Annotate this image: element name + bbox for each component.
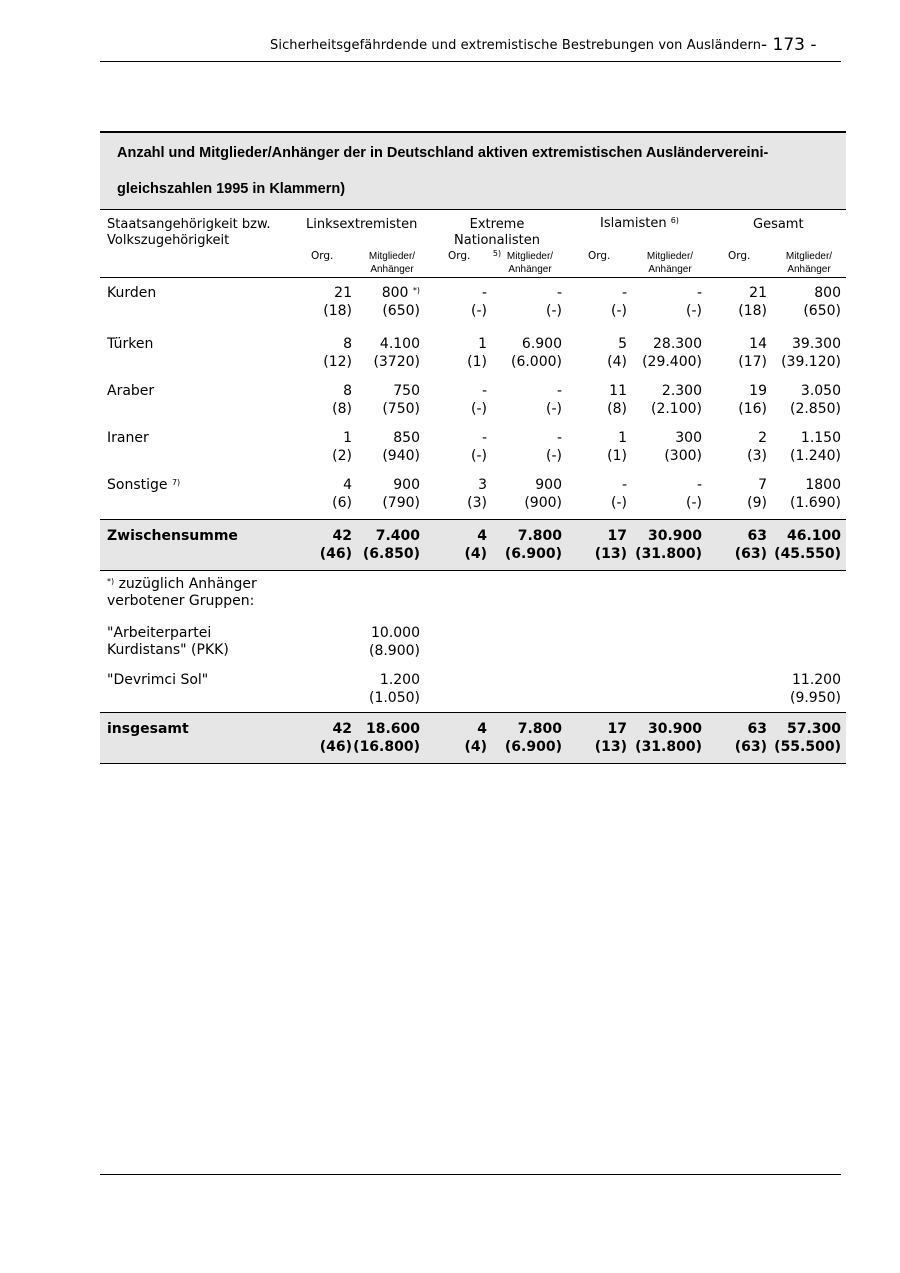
row-türken-label-text: Türken <box>107 336 154 352</box>
total-row-links-org <box>320 721 352 756</box>
subtotal-top-rule <box>100 519 846 520</box>
total-row-nat-mit <box>505 721 562 756</box>
value-current: 4 <box>477 721 487 737</box>
row-kurden-isl-org <box>611 285 627 320</box>
pkk-label-line1: "Arbeiterpartei <box>107 625 212 641</box>
value-current: 21 <box>334 285 352 301</box>
sub-org-isl: Org. <box>588 250 611 262</box>
value-prev: (1) <box>607 447 627 464</box>
row-türken-isl-org <box>607 336 627 371</box>
value-prev: (3720) <box>373 353 420 370</box>
value-current: 900 <box>535 477 562 493</box>
value-current: 5 <box>618 336 627 352</box>
value-current: 300 <box>675 430 702 446</box>
value-prev: (900) <box>524 494 562 511</box>
value-current: 750 <box>393 383 420 399</box>
devrimci-value-current: 1.200 <box>379 672 420 688</box>
value-prev: (4) <box>464 738 487 755</box>
group-header-islamisten <box>600 216 679 232</box>
table-title-box <box>100 131 846 210</box>
row-kurden-label <box>107 285 156 302</box>
row-iraner-gesamt-mit <box>790 430 841 465</box>
subtotal-row-nat-org <box>464 528 487 563</box>
sub-mit-links <box>360 250 424 276</box>
subtotal-bottom-rule <box>100 570 846 571</box>
page-number: - 173 - <box>761 35 817 55</box>
value-current: 39.300 <box>792 336 841 352</box>
value-prev: (-) <box>686 494 702 511</box>
row-iraner-label <box>107 430 149 447</box>
row-sonstige-nat-mit <box>524 477 562 512</box>
value-current: 7 <box>758 477 767 493</box>
value-current: 4.100 <box>379 336 420 352</box>
value-current: 7.800 <box>517 528 562 544</box>
isl-label: Islamisten <box>600 216 667 231</box>
total-top-rule <box>100 712 846 713</box>
value-prev: (2) <box>332 447 352 464</box>
pkk-value-prev: (8.900) <box>368 642 420 659</box>
row-türken-nat-org <box>467 336 487 371</box>
value-prev: (29.400) <box>642 353 702 370</box>
row-sonstige-label-text: Sonstige <box>107 477 168 493</box>
value-current: 2 <box>758 430 767 446</box>
value-prev: (8) <box>607 400 627 417</box>
row-header-line2: Volkszugehörigkeit <box>107 233 230 248</box>
row-araber-nat-org <box>471 383 487 418</box>
value-prev: (6.850) <box>362 545 420 562</box>
value-current: 850 <box>393 430 420 446</box>
table-title-line2: gleichszahlen 1995 in Klammern) <box>117 181 346 197</box>
value-prev: (2.100) <box>650 400 702 417</box>
value-current: - <box>696 285 702 301</box>
value-current: - <box>696 477 702 493</box>
value-current: 900 <box>393 477 420 493</box>
row-sonstige-label <box>107 477 180 494</box>
sub-mit-line2: Anhänger <box>648 264 692 275</box>
devrimci-value-prev: (1.050) <box>368 689 420 706</box>
value-current: 19 <box>749 383 767 399</box>
sub-mit-line1: Mitglieder/ <box>506 251 554 262</box>
row-iraner-isl-org <box>607 430 627 465</box>
value-current: - <box>556 285 562 301</box>
value-prev: (45.550) <box>774 545 841 562</box>
value-prev: (-) <box>611 494 627 511</box>
row-türken-isl-mit <box>642 336 702 371</box>
row-sonstige-footnote: 7) <box>171 478 181 487</box>
value-current: 800 <box>814 285 841 301</box>
row-araber-nat-mit <box>546 383 562 418</box>
row-araber-links-mit <box>382 383 420 418</box>
row-iraner-links-mit <box>382 430 420 465</box>
value-current: 11 <box>609 383 627 399</box>
devrimci-total-current: 11.200 <box>792 672 841 688</box>
nat-label: Nationalisten <box>454 233 540 248</box>
value-current: 14 <box>749 336 767 352</box>
value-current: 63 <box>747 528 767 544</box>
row-türken-links-org <box>323 336 352 371</box>
total-row-links-mit <box>353 721 420 756</box>
sub-mit-line2: Anhänger <box>508 264 552 275</box>
value-prev: (13) <box>594 545 627 562</box>
row-iraner-label-text: Iraner <box>107 430 149 446</box>
row-header <box>107 217 271 249</box>
value-prev: (-) <box>546 302 562 319</box>
total-row-label <box>107 721 189 738</box>
devrimci-total-prev: (9.950) <box>789 689 841 706</box>
value-current: 1 <box>478 336 487 352</box>
devrimci-value <box>369 672 420 707</box>
value-prev: (4) <box>607 353 627 370</box>
value-prev: (-) <box>546 400 562 417</box>
total-row-nat-org <box>464 721 487 756</box>
note-line1 <box>107 576 257 593</box>
value-current: - <box>556 430 562 446</box>
value-prev: (300) <box>664 447 702 464</box>
value-prev: (1.240) <box>789 447 841 464</box>
value-prev: (9) <box>747 494 767 511</box>
row-türken-gesamt-org <box>738 336 767 371</box>
value-current: 7.400 <box>375 528 420 544</box>
header-bottom-rule <box>100 277 846 278</box>
value-current: 1 <box>618 430 627 446</box>
value-prev: (6.000) <box>510 353 562 370</box>
row-kurden-isl-mit <box>686 285 702 320</box>
value-current: 4 <box>477 528 487 544</box>
value-prev: (1) <box>467 353 487 370</box>
row-iraner-gesamt-org <box>747 430 767 465</box>
row-sonstige-gesamt-org <box>747 477 767 512</box>
sub-mit-line1: Mitglieder/ <box>646 251 694 262</box>
total-row-isl-org <box>595 721 627 756</box>
value-prev: (16) <box>738 400 767 417</box>
subtotal-row-label-text: Zwischensumme <box>107 528 238 544</box>
footer-rule <box>100 1174 841 1175</box>
value-prev: (650) <box>382 302 420 319</box>
footnote-marker: *) <box>412 286 420 295</box>
value-prev: (-) <box>471 447 487 464</box>
row-kurden-links-org <box>323 285 352 320</box>
row-sonstige-isl-org <box>611 477 627 512</box>
total-bottom-rule <box>100 763 846 764</box>
row-araber-links-org <box>332 383 352 418</box>
row-sonstige-links-mit <box>382 477 420 512</box>
isl-footnote: 6) <box>670 216 679 225</box>
header-rule <box>100 61 841 62</box>
value-prev: (-) <box>686 302 702 319</box>
value-current: 3.050 <box>800 383 841 399</box>
row-iraner-nat-mit <box>546 430 562 465</box>
nat-footnote: 5) <box>492 249 502 258</box>
value-current: 1800 <box>805 477 841 493</box>
value-current: - <box>621 477 627 493</box>
row-araber-gesamt-mit <box>790 383 841 418</box>
value-current: 1.150 <box>800 430 841 446</box>
row-header-line1: Staatsangehörigkeit bzw. <box>107 217 271 232</box>
value-with-footnote <box>382 285 420 303</box>
table-title-line1: Anzahl und Mitglieder/Anhänger der in Deutschland aktiven extremistischen Ausländervereini- <box>117 145 769 161</box>
value-current: 8 <box>343 336 352 352</box>
value-prev: (3) <box>467 494 487 511</box>
value-current: 800 <box>381 285 409 301</box>
value-prev: (6) <box>332 494 352 511</box>
value-current: 46.100 <box>786 528 841 544</box>
subtotal-row-isl-mit <box>635 528 702 563</box>
row-kurden-nat-org <box>471 285 487 320</box>
row-iraner-nat-org <box>471 430 487 465</box>
sub-mit-gesamt <box>777 250 841 276</box>
note-text <box>107 576 257 610</box>
value-prev: (63) <box>734 738 767 755</box>
note-line1-text: zuzüglich Anhänger <box>118 576 257 592</box>
value-prev: (13) <box>594 738 627 755</box>
value-prev: (1.690) <box>789 494 841 511</box>
value-current: 6.900 <box>521 336 562 352</box>
value-prev: (4) <box>464 545 487 562</box>
running-title: Sicherheitsgefährdende und extremistische Bestrebungen von Ausländern <box>270 38 762 53</box>
value-prev: (650) <box>803 302 841 319</box>
devrimci-label: "Devrimci Sol" <box>107 672 209 688</box>
value-current: - <box>556 383 562 399</box>
row-iraner-isl-mit <box>664 430 702 465</box>
pkk-value-current: 10.000 <box>371 625 420 641</box>
value-prev: (8) <box>332 400 352 417</box>
sub-org-gesamt: Org. <box>728 250 751 262</box>
subtotal-row-label <box>107 528 238 545</box>
devrimci-total <box>790 672 841 707</box>
row-kurden-nat-mit <box>546 285 562 320</box>
value-prev: (55.500) <box>774 738 841 755</box>
row-araber-gesamt-org <box>738 383 767 418</box>
pkk-label <box>107 625 229 659</box>
pkk-label-line2: Kurdistans" (PKK) <box>107 642 229 658</box>
value-prev: (18) <box>323 302 352 319</box>
row-sonstige-isl-mit <box>686 477 702 512</box>
value-current: 30.900 <box>647 528 702 544</box>
row-araber-isl-org <box>607 383 627 418</box>
value-prev: (940) <box>382 447 420 464</box>
row-sonstige-gesamt-mit <box>790 477 841 512</box>
value-prev: (-) <box>611 302 627 319</box>
value-current: 57.300 <box>786 721 841 737</box>
group-header-nat-line1: Extreme <box>469 217 525 232</box>
sub-mit-nat <box>498 250 562 276</box>
value-prev: (31.800) <box>635 545 702 562</box>
value-current: 63 <box>747 721 767 737</box>
row-araber-isl-mit <box>651 383 702 418</box>
sub-mit-line1: Mitglieder/ <box>368 251 416 262</box>
value-prev: (-) <box>546 447 562 464</box>
sub-mit-isl <box>638 250 702 276</box>
value-prev: (6.900) <box>504 738 562 755</box>
value-prev: (-) <box>471 400 487 417</box>
value-current: - <box>481 430 487 446</box>
total-row-label-text: insgesamt <box>107 721 189 737</box>
sub-org-nat: Org. <box>448 250 471 262</box>
row-türken-nat-mit <box>511 336 562 371</box>
value-current: 42 <box>332 528 352 544</box>
row-kurden-gesamt-mit <box>803 285 841 320</box>
value-current: - <box>481 383 487 399</box>
pkk-value <box>369 625 420 660</box>
row-sonstige-nat-org <box>467 477 487 512</box>
note-footnote: *) <box>107 577 115 586</box>
value-current: 42 <box>332 721 352 737</box>
row-kurden-gesamt-org <box>738 285 767 320</box>
value-prev: (39.120) <box>781 353 841 370</box>
value-prev: (63) <box>734 545 767 562</box>
value-prev: (31.800) <box>635 738 702 755</box>
total-row-isl-mit <box>635 721 702 756</box>
value-current: - <box>621 285 627 301</box>
subtotal-row-gesamt-org <box>735 528 767 563</box>
subtotal-row-gesamt-mit <box>774 528 841 563</box>
value-current: 17 <box>607 721 627 737</box>
value-current: 17 <box>607 528 627 544</box>
value-prev: (16.800) <box>353 738 420 755</box>
value-current: 1 <box>343 430 352 446</box>
row-kurden-links-mit <box>382 285 420 320</box>
value-prev: (750) <box>382 400 420 417</box>
value-prev: (790) <box>382 494 420 511</box>
value-prev: (12) <box>323 353 352 370</box>
group-header-links: Linksextremisten <box>306 217 418 232</box>
row-iraner-links-org <box>332 430 352 465</box>
subtotal-row-nat-mit <box>505 528 562 563</box>
value-current: 7.800 <box>517 721 562 737</box>
sub-mit-line1: Mitglieder/ <box>785 251 833 262</box>
value-prev: (6.900) <box>504 545 562 562</box>
row-sonstige-links-org <box>332 477 352 512</box>
sub-mit-line2: Anhänger <box>787 264 831 275</box>
value-current: 30.900 <box>647 721 702 737</box>
subtotal-row-links-org <box>320 528 352 563</box>
sub-org-links: Org. <box>311 250 334 262</box>
sub-mit-line2: Anhänger <box>370 264 414 275</box>
value-current: 8 <box>343 383 352 399</box>
row-araber-label-text: Araber <box>107 383 155 399</box>
value-current: 18.600 <box>365 721 420 737</box>
row-türken-gesamt-mit <box>781 336 841 371</box>
value-current: 21 <box>749 285 767 301</box>
value-prev: (-) <box>471 302 487 319</box>
row-türken-label <box>107 336 153 353</box>
value-prev: (46) <box>319 738 352 755</box>
subtotal-row-links-mit <box>363 528 420 563</box>
value-prev: (18) <box>738 302 767 319</box>
total-row-gesamt-mit <box>774 721 841 756</box>
group-header-gesamt: Gesamt <box>753 217 804 232</box>
value-prev: (2.850) <box>789 400 841 417</box>
row-kurden-label-text: Kurden <box>107 285 157 301</box>
total-row-gesamt-org <box>735 721 767 756</box>
row-araber-label <box>107 383 154 400</box>
value-prev: (46) <box>319 545 352 562</box>
value-prev: (17) <box>738 353 767 370</box>
note-line2: verbotener Gruppen: <box>107 593 255 609</box>
value-current: 28.300 <box>653 336 702 352</box>
value-prev: (3) <box>747 447 767 464</box>
value-current: 2.300 <box>661 383 702 399</box>
value-current: 3 <box>478 477 487 493</box>
row-türken-links-mit <box>373 336 420 371</box>
value-current: 4 <box>343 477 352 493</box>
subtotal-row-isl-org <box>595 528 627 563</box>
value-current: - <box>481 285 487 301</box>
